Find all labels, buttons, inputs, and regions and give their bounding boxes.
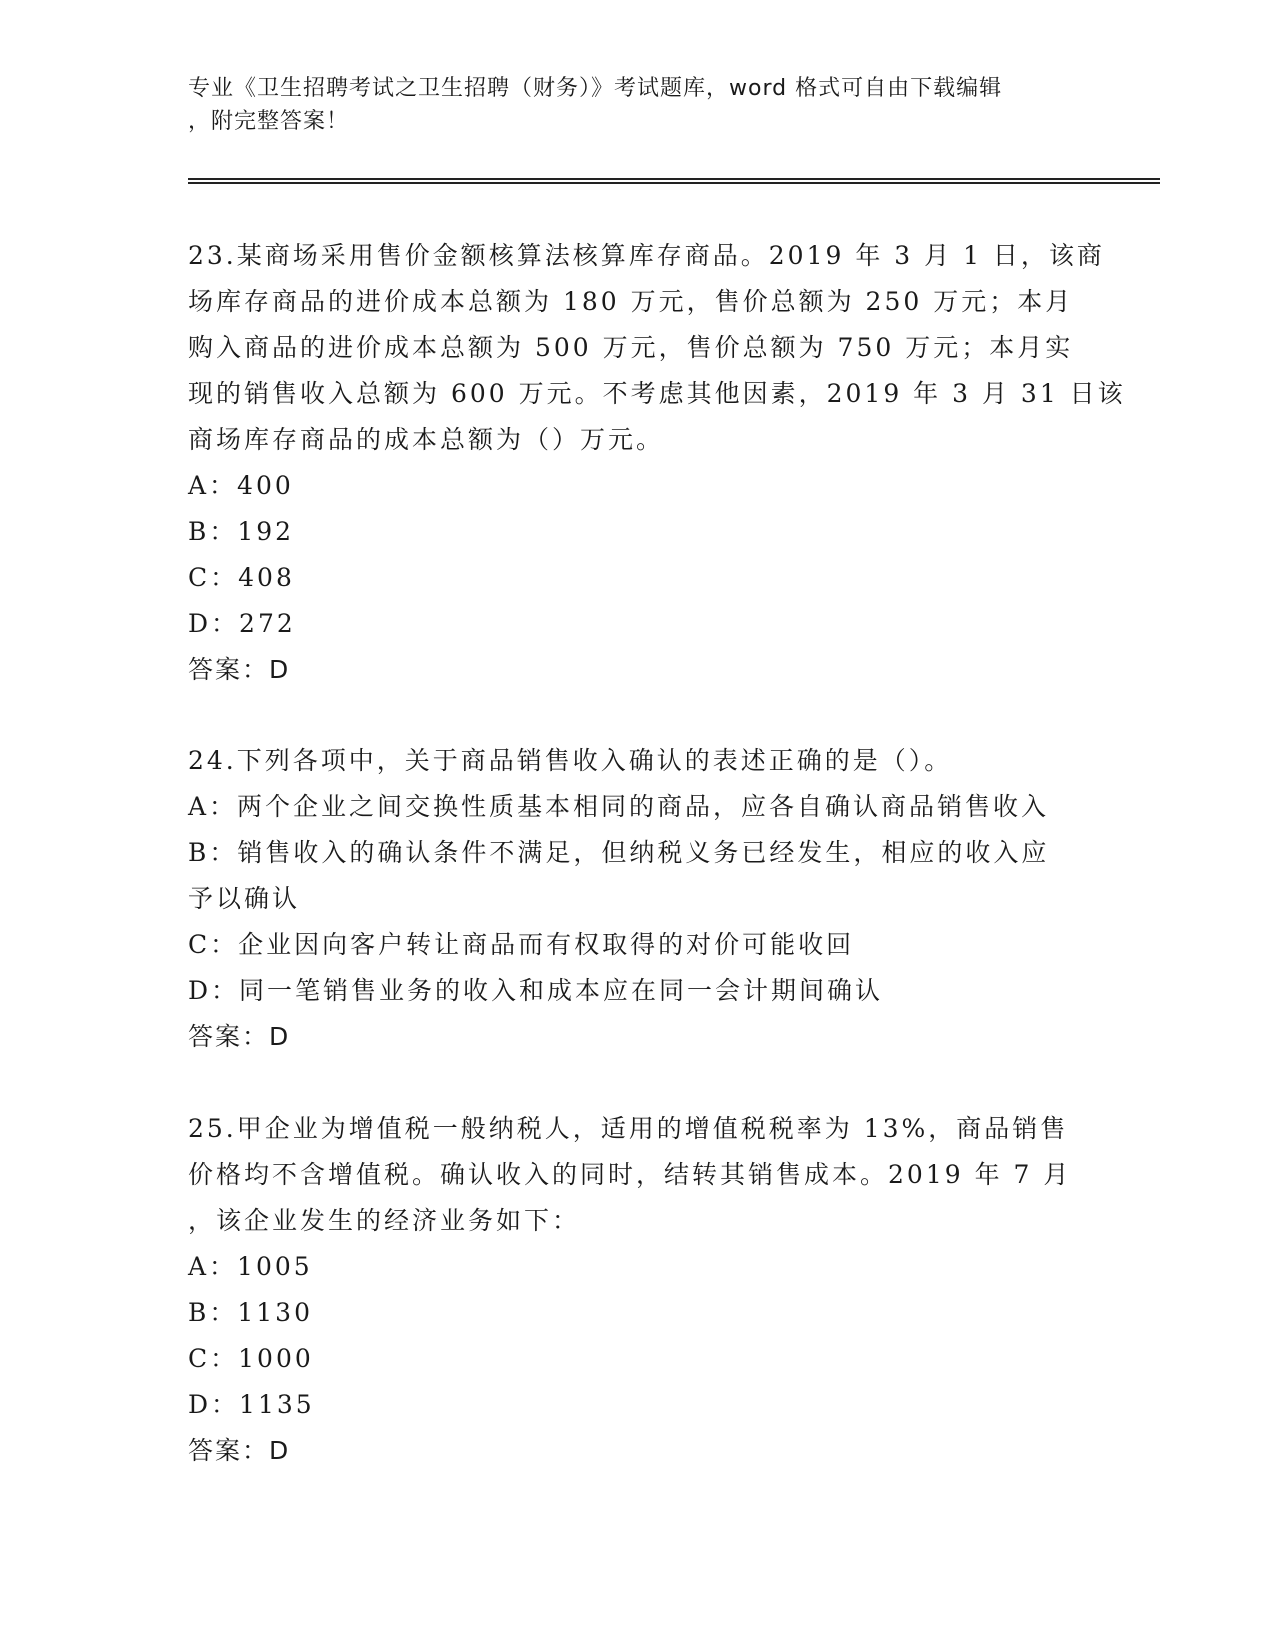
option-c: C：408 <box>188 563 295 592</box>
header-line: ，附完整答案！ <box>188 109 350 134</box>
option-b: B：192 <box>188 517 295 546</box>
header-divider <box>188 178 1160 184</box>
option-d: D：272 <box>188 609 296 638</box>
answer: 答案：D <box>188 1436 291 1465</box>
question-24 <box>188 738 1088 1060</box>
option-a: A：1005 <box>188 1252 313 1281</box>
option-d: D：同一笔销售业务的收入和成本应在同一会计期间确认 <box>188 976 884 1005</box>
question-stem-line: 现的销售收入总额为 600 万元。不考虑其他因素，2019 年 3 月 31 日该 <box>188 379 1126 408</box>
question-stem-line: 场库存商品的进价成本总额为 180 万元，售价总额为 250 万元；本月 <box>188 287 1074 316</box>
option-b-continued: 予以确认 <box>188 884 301 913</box>
question-23 <box>188 233 1126 693</box>
question-stem-line: 购入商品的进价成本总额为 500 万元，售价总额为 750 万元；本月实 <box>188 333 1074 362</box>
question-stem-line: 25.甲企业为增值税一般纳税人，适用的增值税税率为 13%，商品销售 <box>188 1114 1069 1143</box>
question-stem-line: ，该企业发生的经济业务如下： <box>188 1206 581 1235</box>
document-header <box>188 72 1088 138</box>
question-stem-line: 价格均不含增值税。确认收入的同时，结转其销售成本。2019 年 7 月 <box>188 1160 1072 1189</box>
option-b: B：销售收入的确认条件不满足，但纳税义务已经发生，相应的收入应 <box>188 838 1050 867</box>
option-c: C：1000 <box>188 1344 314 1373</box>
question-stem-line: 商场库存商品的成本总额为（）万元。 <box>188 425 665 454</box>
question-25 <box>188 1106 1088 1474</box>
header-line: 专业《卫生招聘考试之卫生招聘（财务）》考试题库，word 格式可自由下载编辑 <box>188 76 1003 101</box>
option-a: A：两个企业之间交换性质基本相同的商品，应各自确认商品销售收入 <box>188 792 1050 821</box>
answer: 答案：D <box>188 1022 291 1051</box>
option-d: D：1135 <box>188 1390 315 1419</box>
question-stem-line: 24.下列各项中，关于商品销售收入确认的表述正确的是（）。 <box>188 746 953 775</box>
question-stem-line: 23.某商场采用售价金额核算法核算库存商品。2019 年 3 月 1 日，该商 <box>188 241 1105 270</box>
option-a: A：400 <box>188 471 294 500</box>
answer: 答案：D <box>188 655 291 684</box>
option-b: B：1130 <box>188 1298 313 1327</box>
option-c: C：企业因向客户转让商品而有权取得的对价可能收回 <box>188 930 855 959</box>
